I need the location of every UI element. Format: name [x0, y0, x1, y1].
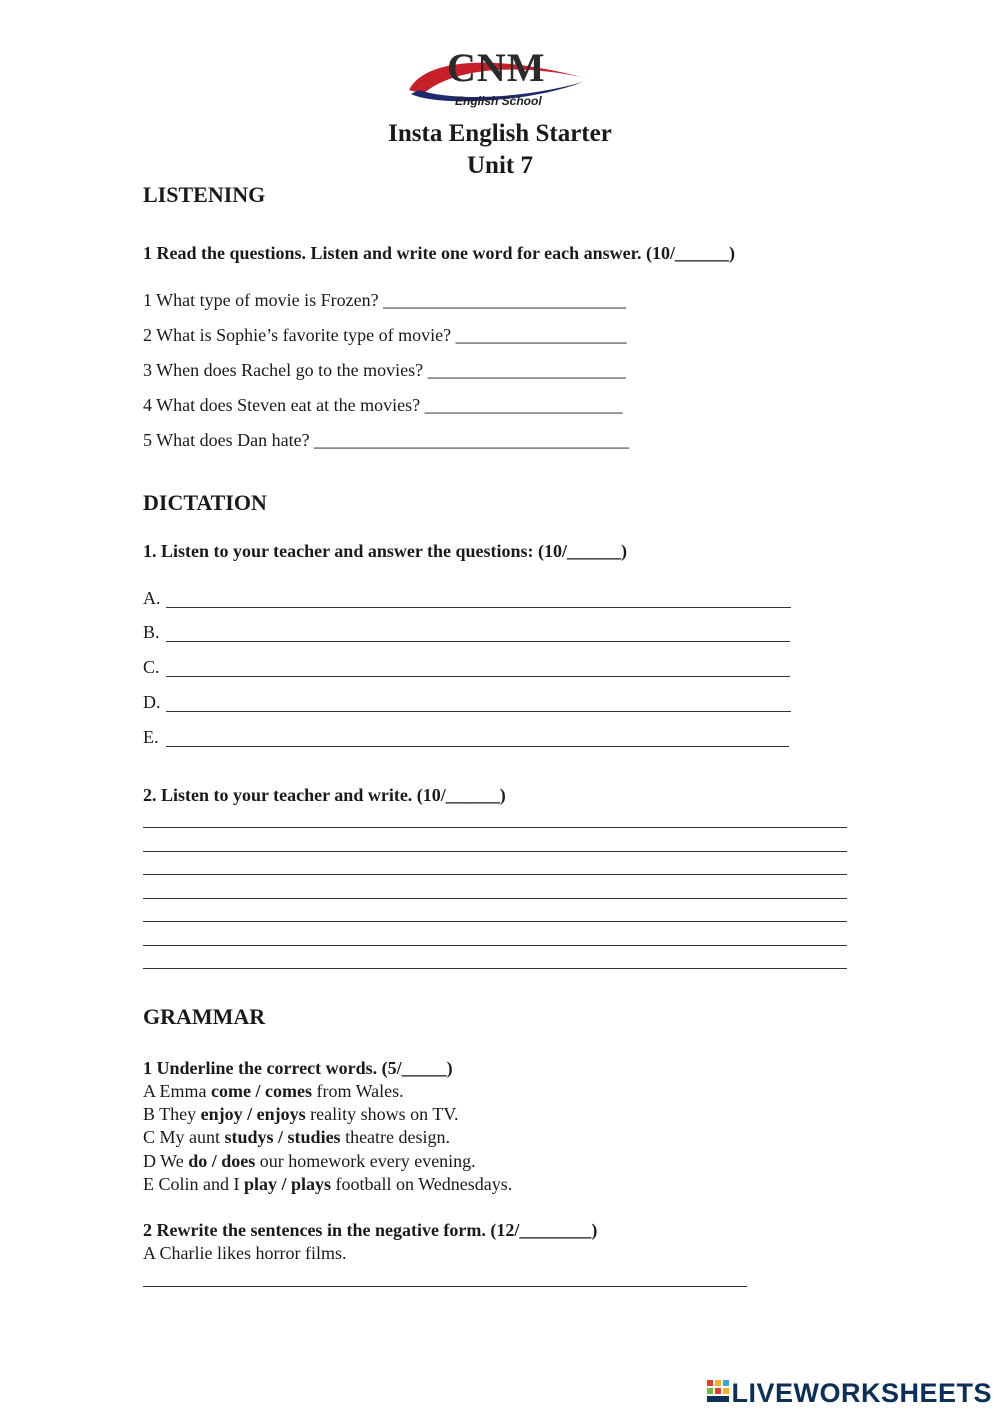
listening-question[interactable]: 4 What does Steven eat at the movies? ______________________	[143, 395, 623, 415]
writing-line[interactable]	[143, 945, 847, 946]
answer-line[interactable]	[166, 641, 790, 642]
grammar-item-suffix: reality shows on TV.	[305, 1104, 459, 1124]
grammar-choice[interactable]: do / does	[188, 1151, 256, 1171]
grammar-heading: GRAMMAR	[143, 1004, 266, 1029]
dictation-label-e: E.	[143, 727, 159, 747]
grammar-item	[143, 1080, 404, 1103]
grammar-item-prefix: B They	[143, 1104, 201, 1124]
grammar-choice[interactable]: enjoy / enjoys	[200, 1104, 306, 1124]
watermark-text: LIVEWORKSHEETS	[731, 1378, 992, 1408]
grammar-item	[143, 1150, 476, 1173]
grammar-choice[interactable]: come / comes	[211, 1081, 312, 1101]
listening-question[interactable]: 1 What type of movie is Frozen? ___________________________	[143, 290, 627, 310]
grammar-choice[interactable]: play / plays	[244, 1174, 332, 1194]
answer-line[interactable]	[166, 711, 791, 712]
writing-line[interactable]	[143, 968, 847, 969]
grammar-item-suffix: our homework every evening.	[255, 1151, 476, 1171]
grammar-sentence: A Charlie likes horror films.	[143, 1243, 347, 1263]
dictation-label-c: C.	[143, 657, 160, 677]
writing-line[interactable]	[143, 1286, 747, 1287]
writing-line[interactable]	[143, 827, 847, 828]
grammar-item	[143, 1126, 450, 1149]
school-logo	[405, 44, 595, 114]
grammar-item-suffix: theatre design.	[340, 1127, 451, 1147]
dictation-label-b: B.	[143, 622, 160, 642]
dictation-part2-instruction: 2. Listen to your teacher and write. (10/______)	[143, 785, 506, 805]
grammar-item-prefix: A Emma	[143, 1081, 211, 1101]
grammar-item-prefix: D We	[143, 1151, 189, 1171]
liveworksheets-logo-icon	[707, 1380, 729, 1404]
page-title: Insta English Starter	[388, 120, 612, 147]
listening-question[interactable]: 2 What is Sophie’s favorite type of movie? ___________________	[143, 325, 627, 345]
dictation-heading: DICTATION	[143, 490, 267, 515]
writing-line[interactable]	[143, 851, 847, 852]
grammar-choice[interactable]: studys / studies	[224, 1127, 341, 1147]
writing-line[interactable]	[143, 898, 847, 899]
listening-heading: LISTENING	[143, 182, 266, 207]
listening-question[interactable]: 3 When does Rachel go to the movies? ______________________	[143, 360, 626, 380]
grammar-item-suffix: from Wales.	[311, 1081, 404, 1101]
writing-line[interactable]	[143, 874, 847, 875]
grammar-part2-instruction: 2 Rewrite the sentences in the negative form. (12/________)	[143, 1220, 598, 1240]
logo-text: CNM	[447, 45, 546, 90]
answer-line[interactable]	[166, 607, 791, 608]
listening-instruction[interactable]: 1 Read the questions. Listen and write one word for each answer. (10/______)	[143, 243, 735, 263]
dictation-label-d: D.	[143, 692, 161, 712]
grammar-item-prefix: C My aunt	[143, 1127, 225, 1147]
unit-title: Unit 7	[467, 152, 533, 179]
listening-question[interactable]: 5 What does Dan hate? ___________________________________	[143, 430, 630, 450]
dictation-part1-instruction: 1. Listen to your teacher and answer the questions: (10/______)	[143, 541, 628, 561]
logo-subtitle: English School	[455, 94, 542, 108]
answer-line[interactable]	[166, 676, 790, 677]
liveworksheets-watermark	[707, 1378, 992, 1409]
grammar-item-suffix: football on Wednesdays.	[331, 1174, 513, 1194]
answer-line[interactable]	[166, 746, 789, 747]
grammar-part1-instruction: 1 Underline the correct words. (5/_____)	[143, 1058, 453, 1078]
writing-line[interactable]	[143, 921, 847, 922]
grammar-item	[143, 1103, 459, 1126]
grammar-item-prefix: E Colin and I	[143, 1174, 244, 1194]
grammar-item	[143, 1173, 512, 1196]
dictation-label-a: A.	[143, 588, 161, 608]
